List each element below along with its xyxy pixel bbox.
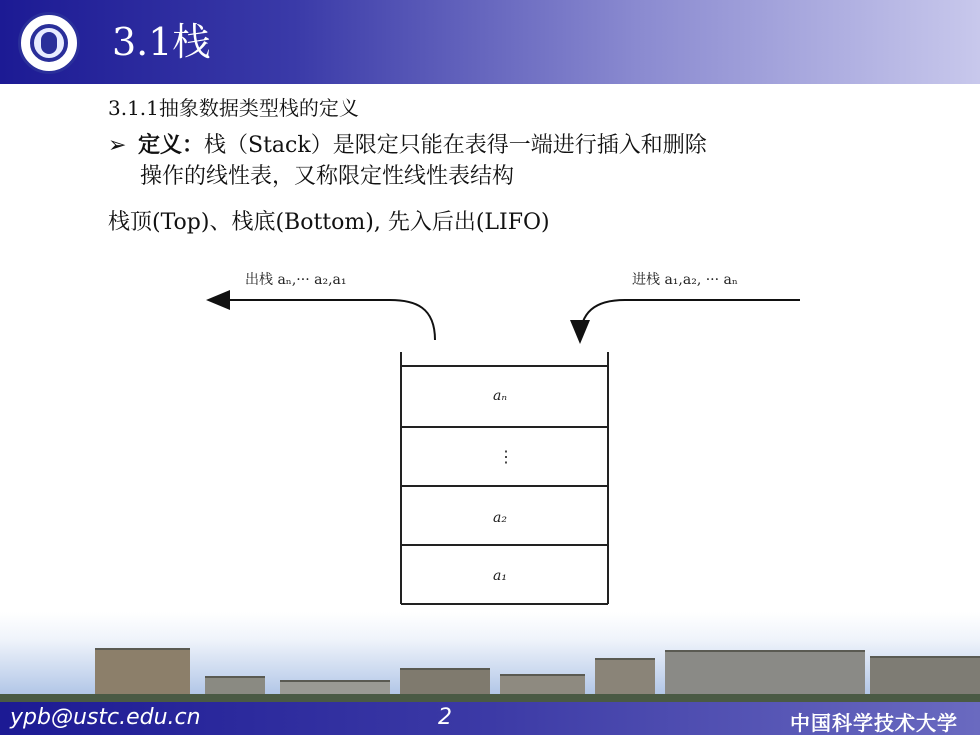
definition-text: 栈（Stack）是限定只能在表得一端进行插入和删除 [204, 133, 707, 158]
stack-terms: 栈顶(Top)、栈底(Bottom), 先入后出(LIFO) [108, 210, 550, 235]
title-bar [0, 0, 980, 84]
building [595, 658, 655, 696]
push-label: 进栈 a₁,a₂, ··· aₙ [632, 272, 738, 288]
footer-bar [0, 702, 980, 735]
stack-cell-a1: a₁ [493, 568, 507, 584]
building [665, 650, 865, 696]
stack-cell-an: aₙ [493, 388, 508, 404]
stack-cell-a2: a₂ [493, 510, 507, 526]
footer-email: ypb@ustc.edu.cn [10, 705, 201, 730]
ground [0, 694, 980, 702]
pop-arrow [210, 300, 435, 340]
pop-label: 出栈 aₙ,··· a₂,a₁ [245, 272, 347, 288]
definition-bullet [108, 130, 707, 161]
definition-continuation: 操作的线性表，又称限定性线性表结构 [140, 164, 515, 189]
university-name: 中国科学技术大学 [790, 711, 958, 735]
building [400, 668, 490, 696]
bullet-arrow-icon: ➢ [108, 133, 127, 158]
subheading: 3.1.1抽象数据类型栈的定义 [108, 96, 359, 120]
slide-title: 3.1栈 [112, 20, 211, 64]
stack-cell-ellipsis: ⋮ [498, 447, 514, 466]
definition-label: 定义： [138, 132, 205, 158]
university-logo-icon [18, 12, 80, 74]
building [500, 674, 585, 696]
stack-diagram [200, 262, 820, 607]
push-arrow [580, 300, 800, 340]
campus-banner [0, 612, 980, 702]
building [95, 648, 190, 696]
page-number: 2 [438, 705, 452, 730]
building [870, 656, 980, 696]
building [205, 676, 265, 696]
logo-center [41, 32, 57, 54]
